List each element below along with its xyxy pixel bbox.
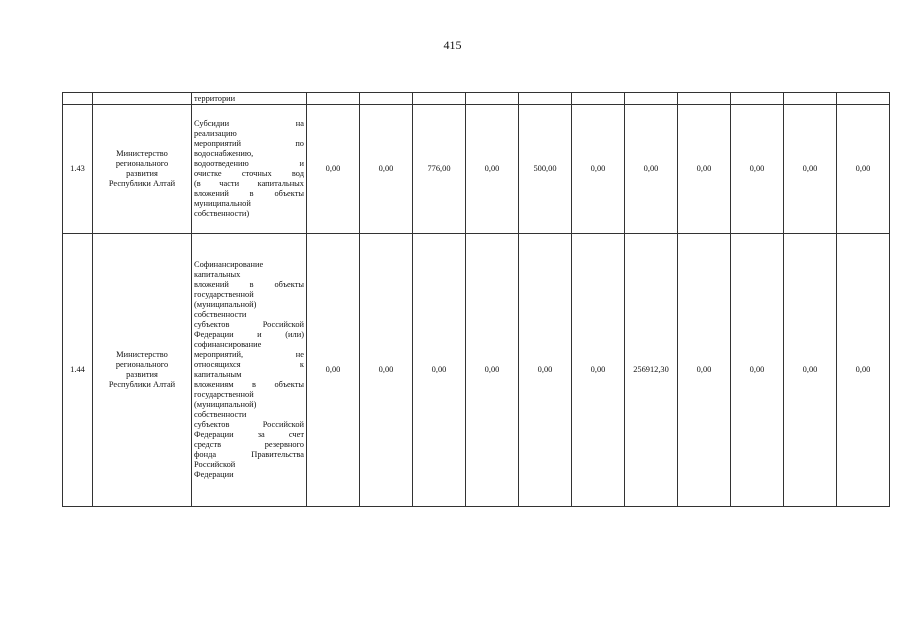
- value-cell: 0,00: [307, 105, 360, 234]
- page-number: 415: [443, 38, 462, 52]
- row-index: 1.43: [63, 105, 93, 234]
- value-cell: 0,00: [572, 234, 625, 507]
- value-cell: 0,00: [519, 234, 572, 507]
- value-cell: 500,00: [519, 105, 572, 234]
- value-cell: 0,00: [784, 234, 837, 507]
- table-row: [63, 234, 890, 507]
- description-cell: территории: [192, 93, 307, 105]
- value-cell: 0,00: [731, 105, 784, 234]
- table-row: [63, 105, 890, 234]
- value-cell: 0,00: [307, 234, 360, 507]
- value-cell: 0,00: [837, 234, 890, 507]
- value-cell: 0,00: [678, 234, 731, 507]
- organization-cell: Министерство регионального развития Республики Алтай: [93, 234, 192, 507]
- value-cell: 0,00: [837, 105, 890, 234]
- description-cell: Субсидии на реализацию мероприятий по водоснабжению, водоотведению и очистке сточных вод (в части капитальных вложений в объекты муниципальной собственности): [192, 105, 307, 234]
- value-cell: 0,00: [466, 234, 519, 507]
- value-cell: 0,00: [625, 105, 678, 234]
- organization-cell: Министерство регионального развития Республики Алтай: [93, 105, 192, 234]
- value-cell: 0,00: [731, 234, 784, 507]
- value-cell: 0,00: [678, 105, 731, 234]
- row-index: 1.44: [63, 234, 93, 507]
- value-cell: 0,00: [360, 234, 413, 507]
- value-cell: 0,00: [466, 105, 519, 234]
- value-cell: 776,00: [413, 105, 466, 234]
- value-cell: 0,00: [784, 105, 837, 234]
- value-cell: 0,00: [360, 105, 413, 234]
- value-cell: 0,00: [413, 234, 466, 507]
- value-cell: 0,00: [572, 105, 625, 234]
- budget-table: [62, 92, 890, 507]
- table-row-continued: [63, 93, 890, 105]
- description-cell: Софинансирование капитальных вложений в объекты государственной (муниципальной) собственности субъектов Российской Федерации и (или) софинансирование мероприятий, не относящихся к капитальным вложениям в объекты государственной (муниципальной) собственности субъектов Российской Федерации за счет средств резервного фонда Правительства Российской Федерации: [192, 234, 307, 507]
- value-cell: 256912,30: [625, 234, 678, 507]
